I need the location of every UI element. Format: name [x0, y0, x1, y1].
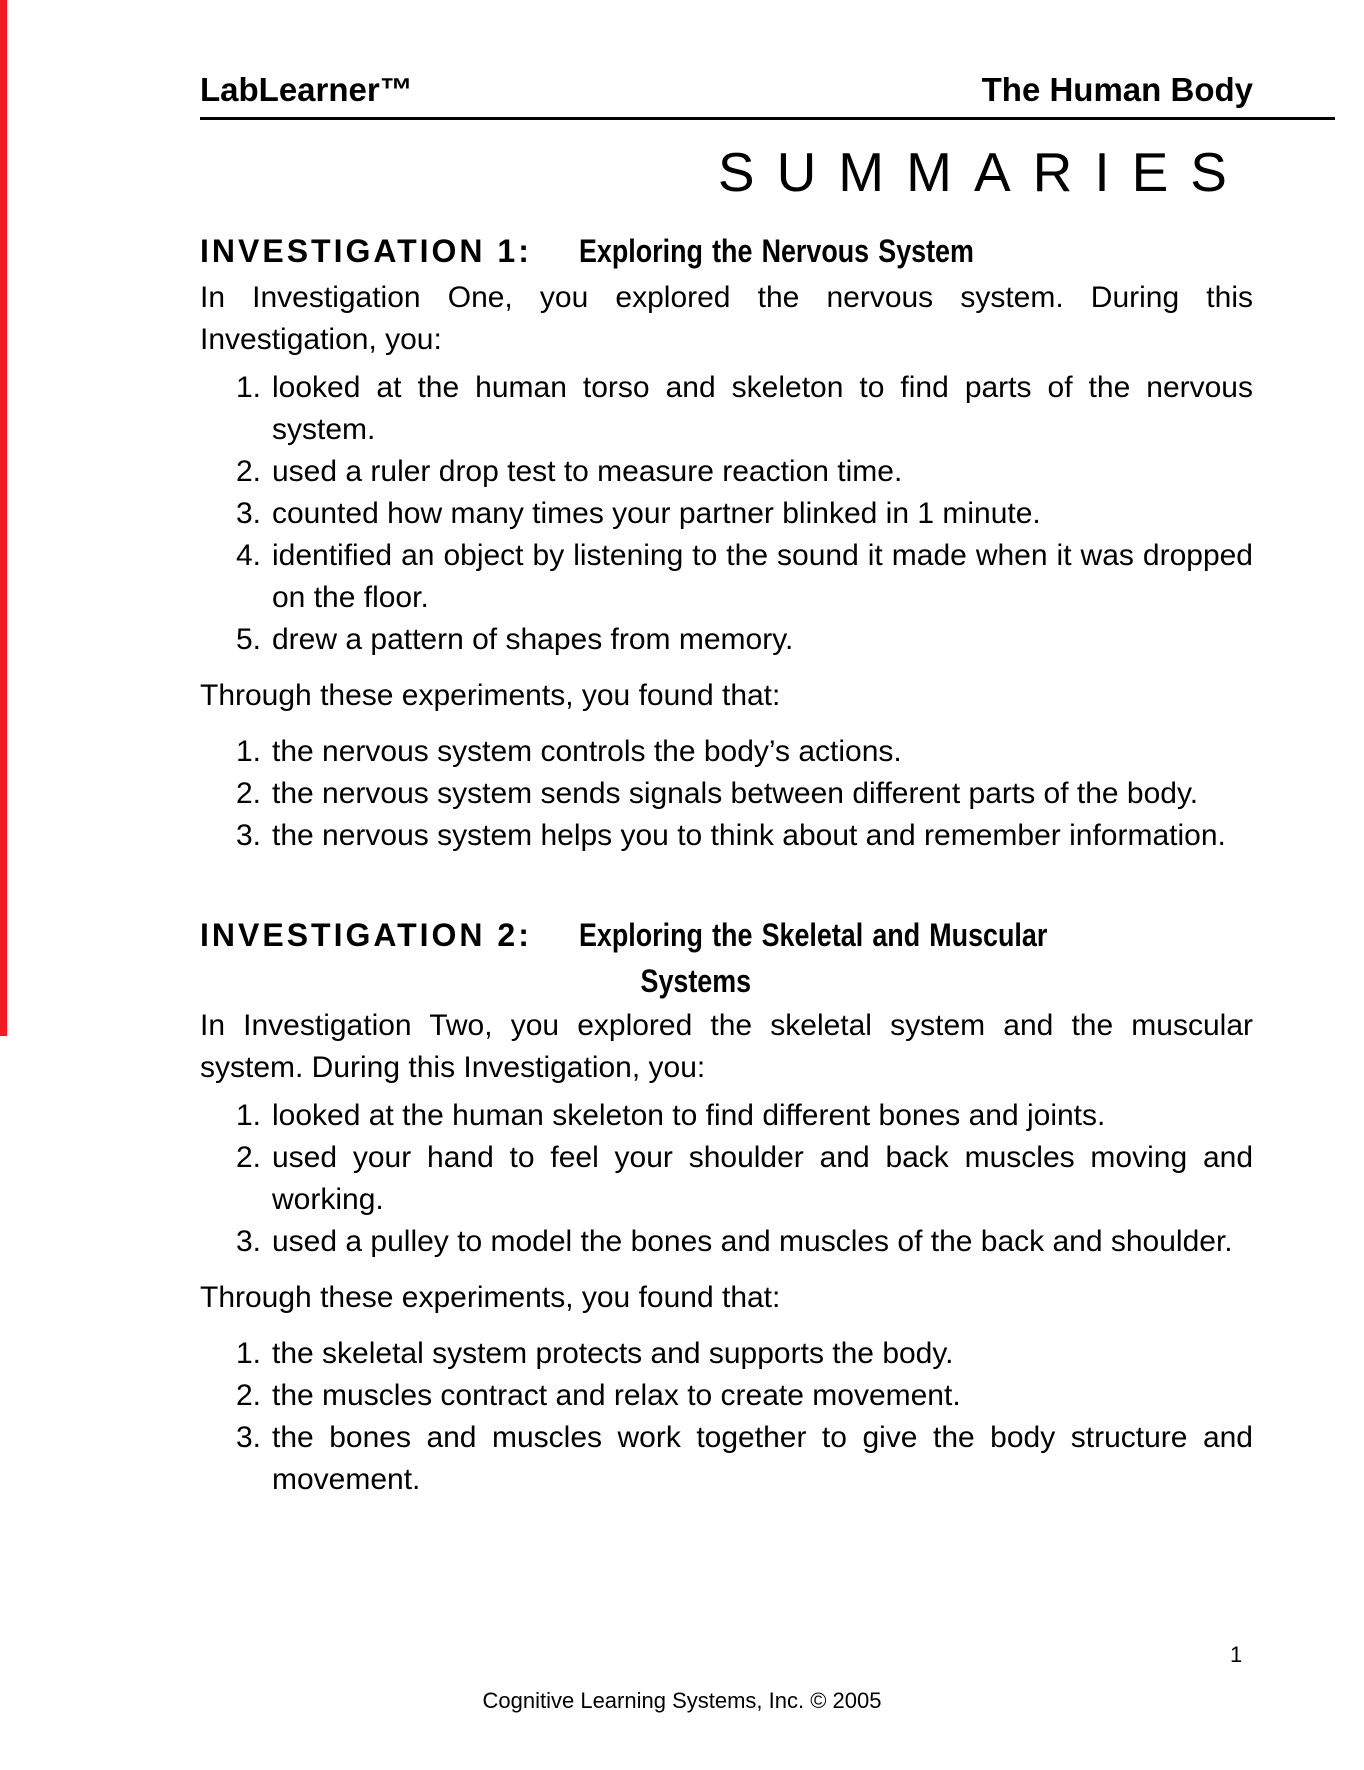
list-item: [200, 1375, 1253, 1417]
list-item: [200, 1095, 1253, 1137]
doc-title: SUMMARIES: [717, 141, 1249, 204]
investigation-1-heading-title: Exploring the Nervous System: [578, 232, 974, 269]
investigation-1-intro: In Investigation One, you explored the nervous system. During this Investigation, you:: [200, 280, 1253, 356]
investigation-2-heading-line2: [200, 959, 1191, 1003]
section-investigation-1: [200, 227, 1253, 857]
item-text: identified an object by listening to the sound it made when it was dropped on the floor.: [272, 538, 1253, 614]
item-text: used a pulley to model the bones and muscles of the back and shoulder.: [272, 1224, 1233, 1258]
list-item: [200, 451, 1253, 493]
item-text: the nervous system sends signals between different parts of the body.: [272, 776, 1199, 810]
list-item: [200, 619, 1253, 661]
item-number: 2.: [236, 1378, 262, 1412]
list-item: [200, 731, 1253, 773]
red-edge-marker: [0, 0, 7, 1036]
item-text: the bones and muscles work together to give the body structure and movement.: [272, 1420, 1253, 1496]
item-text: the skeletal system protects and supports the body.: [272, 1336, 954, 1370]
item-number: 5.: [236, 622, 262, 656]
investigation-2-findings-list: [200, 1333, 1253, 1501]
item-text: used a ruler drop test to measure reaction time.: [272, 454, 903, 488]
item-text: counted how many times your partner blinked in 1 minute.: [272, 496, 1041, 530]
investigation-1-did-list: [200, 367, 1253, 661]
header-brand: LabLearner™: [200, 71, 413, 108]
list-item: [200, 1333, 1253, 1375]
investigation-1-heading: [200, 227, 1253, 275]
page-number: 1: [1230, 1642, 1243, 1667]
section-investigation-2: [200, 911, 1253, 1501]
item-text: the nervous system controls the body’s actions.: [272, 734, 902, 768]
list-item: [200, 535, 1253, 619]
header-rule: [200, 117, 1335, 120]
item-number: 1.: [236, 370, 262, 404]
investigation-2-heading-title: Exploring the Skeletal and Muscular: [578, 916, 1048, 953]
item-number: 2.: [236, 776, 262, 810]
investigation-2-did-list: [200, 1095, 1253, 1263]
item-number: 2.: [236, 454, 262, 488]
header-title: The Human Body: [981, 71, 1253, 108]
list-item: [200, 1137, 1253, 1221]
investigation-2-findings-intro: Through these experiments, you found that:: [200, 1280, 781, 1314]
item-number: 3.: [236, 818, 262, 852]
list-item: [200, 367, 1253, 451]
item-number: 2.: [236, 1140, 262, 1174]
item-number: 3.: [236, 1224, 262, 1258]
investigation-1-findings-list: [200, 731, 1253, 857]
page-header: [200, 0, 1253, 108]
investigation-2-heading-title-line2: Systems: [640, 962, 751, 999]
list-item: [200, 815, 1253, 857]
item-text: drew a pattern of shapes from memory.: [272, 622, 794, 656]
footer-copyright: Cognitive Learning Systems, Inc. © 2005: [482, 1688, 882, 1713]
item-number: 1.: [236, 1098, 262, 1132]
item-number: 1.: [236, 1336, 262, 1370]
list-item: [200, 773, 1253, 815]
page-content: [200, 0, 1253, 1501]
item-number: 4.: [236, 538, 262, 572]
investigation-2-intro: In Investigation Two, you explored the skeletal system and the muscular system. During this Investigation, you:: [200, 1008, 1253, 1084]
list-item: [200, 1417, 1253, 1501]
item-number: 3.: [236, 1420, 262, 1454]
investigation-2-heading: [200, 911, 1253, 959]
item-text: used your hand to feel your shoulder and back muscles moving and working.: [272, 1140, 1253, 1216]
item-text: looked at the human torso and skeleton to find parts of the nervous system.: [272, 370, 1253, 446]
item-number: 1.: [236, 734, 262, 768]
item-number: 3.: [236, 496, 262, 530]
item-text: the nervous system helps you to think about and remember information.: [272, 818, 1226, 852]
list-item: [200, 1221, 1253, 1263]
investigation-1-heading-label: INVESTIGATION 1:: [200, 232, 532, 269]
list-item: [200, 493, 1253, 535]
investigation-1-findings-intro: Through these experiments, you found that:: [200, 678, 781, 712]
item-text: looked at the human skeleton to find different bones and joints.: [272, 1098, 1106, 1132]
item-text: the muscles contract and relax to create movement.: [272, 1378, 961, 1412]
investigation-2-heading-label: INVESTIGATION 2:: [200, 916, 532, 953]
